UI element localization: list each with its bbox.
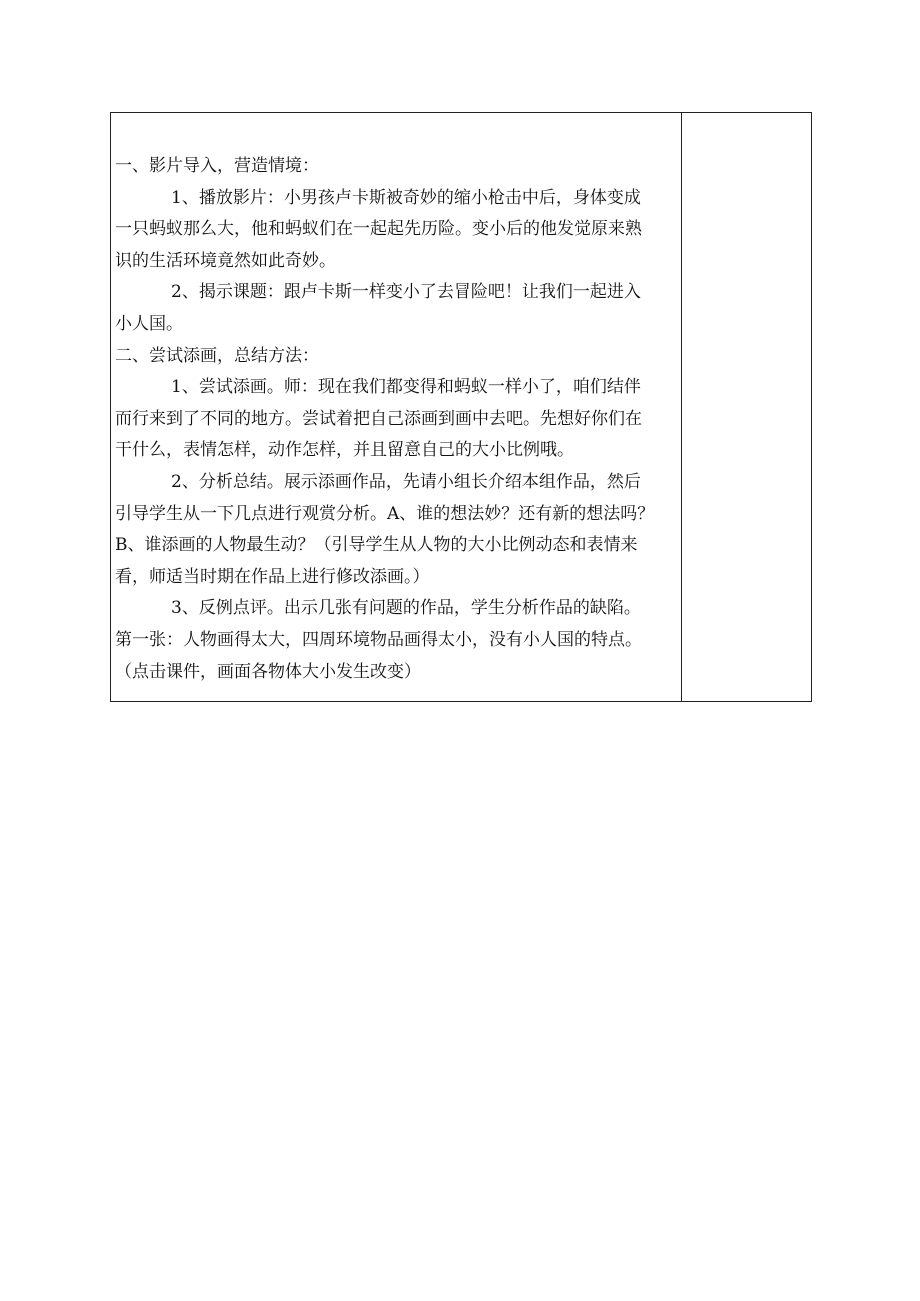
paragraph-line: 看，师适当时期在作品上进行修改添画。） xyxy=(115,566,430,587)
paragraph-line: B、谁添画的人物最生动？（引导学生从人物的大小比例动态和表情来 xyxy=(115,535,638,556)
paragraph-line: （点击课件，画面各物体大小发生改变） xyxy=(115,661,421,682)
notes-cell xyxy=(682,113,811,701)
paragraph-line: 干什么，表情怎样，动作怎样，并且留意自己的大小比例哦。 xyxy=(115,440,574,461)
paragraph-line: 1、尝试添画。师：现在我们都变得和蚂蚁一样小了，咱们结伴 xyxy=(171,377,641,398)
paragraph-line: 2、分析总结。展示添画作品，先请小组长介绍本组作品，然后 xyxy=(171,471,641,492)
section-heading-intro: 一、影片导入，营造情境： xyxy=(115,156,319,176)
paragraph-line: 引导学生从一下几点进行观赏分析。A、谁的想法妙？还有新的想法吗？ xyxy=(115,503,655,524)
paragraph-line: 第一张：人物画得太大，四周环境物品画得太小，没有小人国的特点。 xyxy=(115,629,642,650)
paragraph-line: 3、反例点评。出示几张有问题的作品，学生分析作品的缺陷。 xyxy=(171,598,641,619)
paragraph-line: 一只蚂蚁那么大，他和蚂蚁们在一起起先历险。变小后的他发觉原来熟 xyxy=(115,219,642,240)
section-heading-try: 二、尝试添画，总结方法： xyxy=(115,345,319,366)
lesson-table xyxy=(110,112,812,702)
lesson-content-cell xyxy=(111,113,682,701)
paragraph-line: 识的生活环境竟然如此奇妙。 xyxy=(115,250,336,271)
paragraph-line: 2、揭示课题：跟卢卡斯一样变小了去冒险吧！让我们一起进入 xyxy=(171,282,641,303)
paragraph-line: 1、播放影片：小男孩卢卡斯被奇妙的缩小枪击中后，身体变成 xyxy=(171,187,641,208)
paragraph-line: 小人国。 xyxy=(115,313,183,334)
paragraph-line: 而行来到了不同的地方。尝试着把自己添画到画中去吧。先想好你们在 xyxy=(115,408,642,429)
